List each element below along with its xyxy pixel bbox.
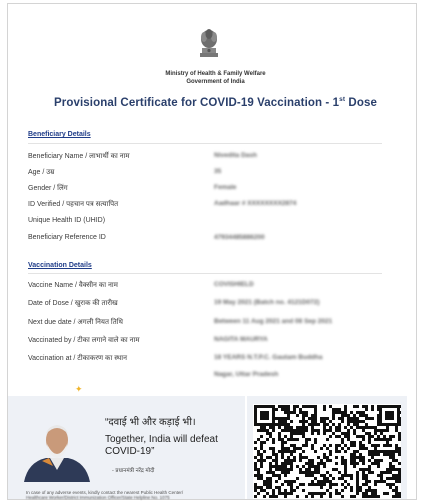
- label-vaccinated-by: Vaccinated by / टीका लगाने वाले का नाम: [28, 337, 140, 344]
- label-id-verified: ID Verified / पहचान पत्र सत्यापित: [28, 201, 119, 208]
- value-vaccination-at: 18 YEARS N.T.P.C. Gautam Buddha: [214, 354, 323, 361]
- prime-minister-portrait: [22, 418, 92, 482]
- label-next-due-date: Next due date / अगली नियत तिथि: [28, 319, 123, 326]
- qr-panel: [247, 396, 407, 499]
- qr-code-icon: [253, 404, 401, 499]
- value-gender: Female: [214, 184, 237, 191]
- value-id-verified: Aadhaar # XXXXXXXX2874: [214, 200, 297, 207]
- label-vaccination-at: Vaccination at / टीकाकरण का स्थान: [28, 355, 127, 362]
- value-beneficiary-name: Nivedita Dash: [214, 152, 257, 159]
- divider: [28, 143, 382, 144]
- value-next-due-date: Between 11 Aug 2021 and 08 Sep 2021: [214, 318, 333, 325]
- beneficiary-heading: Beneficiary Details: [28, 131, 91, 138]
- label-reference-id: Beneficiary Reference ID: [28, 234, 106, 241]
- certificate-title: Provisional Certificate for COVID-19 Vaccination - 1st Dose: [54, 96, 377, 109]
- label-date-of-dose: Date of Dose / खुराक की तारीख: [28, 300, 118, 307]
- quote-text: “दवाई भी और कड़ाई भी।: [105, 417, 196, 428]
- helpline-note: In case of any adverse events, kindly contact the nearest Public Health Center/: [26, 490, 184, 495]
- sparkle-icon: ✦: [75, 384, 83, 394]
- label-age: Age / उम्र: [28, 169, 55, 176]
- value-date-of-dose: 19 May 2021 (Batch no. 4121D072): [214, 299, 320, 306]
- value-vaccinated-by: NAGITA MAURYA: [214, 336, 268, 343]
- state-emblem-icon: [197, 24, 221, 60]
- qr-code: [253, 404, 401, 499]
- helpline-note-line2: Healthcare Worker/District Immunization Officer/State Helpline No. 1075: [26, 495, 170, 500]
- value-age: 35: [214, 168, 222, 175]
- label-gender: Gender / लिंग: [28, 185, 68, 192]
- divider: [28, 273, 382, 274]
- label-uhid: Unique Health ID (UHID): [28, 217, 106, 224]
- government-name: Government of India: [186, 79, 245, 85]
- value-vaccination-at-line2: Nagar, Uttar Pradesh: [214, 371, 279, 378]
- value-reference-id: 47934485886200: [214, 234, 265, 241]
- label-vaccine-name: Vaccine Name / वैक्सीन का नाम: [28, 282, 118, 289]
- signature-text: - प्रधानमंत्री नरेंद्र मोदी: [112, 468, 155, 474]
- ministry-name: Ministry of Health & Family Welfare: [165, 71, 266, 77]
- vaccination-heading: Vaccination Details: [28, 262, 92, 269]
- tagline-text: Together, India will defeat COVID-19”: [105, 434, 218, 457]
- value-vaccine-name: COVISHIELD: [214, 281, 254, 288]
- label-beneficiary-name: Beneficiary Name / लाभार्थी का नाम: [28, 153, 130, 160]
